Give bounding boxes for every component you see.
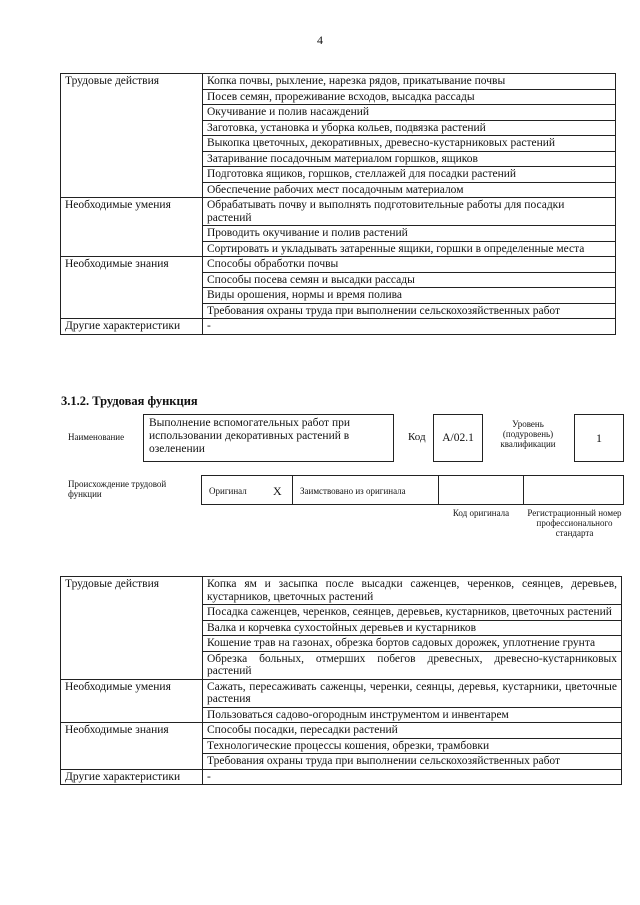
borrowed-cell [292, 475, 439, 505]
reg-number-caption: Регистрационный номер профессионального стандарта [527, 508, 622, 538]
row-label: Трудовые действия [61, 577, 203, 680]
original-label: Оригинал [209, 486, 247, 496]
table-row [61, 198, 616, 226]
row-label: Необходимые знания [61, 723, 203, 770]
row-item: Проводить окучивание и полив растений [203, 226, 616, 242]
origin-label: Происхождение трудовой функции [68, 479, 167, 499]
original-mark: X [273, 484, 282, 498]
table-row [61, 769, 622, 785]
table-row [61, 679, 622, 707]
row-item: Обрезка больных, отмерших побегов древесных, древесно-кустарниковых растений [203, 651, 622, 679]
row-label: Необходимые умения [61, 679, 203, 723]
row-item: Валка и корчевка сухостойных деревьев и кустарников [203, 620, 622, 636]
row-item: Заготовка, установка и уборка кольев, подвязка растений [203, 120, 616, 136]
level-value: 1 [596, 430, 602, 445]
row-label: Другие характеристики [61, 319, 203, 335]
row-item: Копка почвы, рыхление, нарезка рядов, прикатывание почвы [203, 74, 616, 90]
code-value-box [433, 414, 483, 462]
row-item: Выкопка цветочных, декоративных, древесно-кустарниковых растений [203, 136, 616, 152]
borrowed-label: Заимствовано из оригинала [300, 486, 406, 496]
name-label: Наименование [68, 432, 125, 442]
row-item: Посев семян, прореживание всходов, высадка рассады [203, 89, 616, 105]
row-item: Копка ям и засыпка после высадки саженцев, черенков, сеянцев, деревьев, кустарников, цветочных растений [203, 577, 622, 605]
row-item: Сажать, пересаживать саженцы, черенки, сеянцы, деревья, кустарники, цветочные растения [203, 679, 622, 707]
level-label: Уровень (подуровень) квалификации [500, 419, 556, 449]
row-item: Способы посадки, пересадки растений [203, 723, 622, 739]
name-value: Выполнение вспомогательных работ при использовании декоративных растений в озеленении [149, 417, 351, 455]
row-item: Виды орошения, нормы и время полива [203, 288, 616, 304]
row-item: Обрабатывать почву и выполнять подготовительные работы для посадки растений [203, 198, 616, 226]
name-value-box [143, 414, 394, 462]
code-original-cell [438, 475, 524, 505]
table-row [61, 319, 616, 335]
row-item: Затаривание посадочным материалом горшков, ящиков [203, 151, 616, 167]
table-row [61, 723, 622, 739]
section-title: 3.1.2. Трудовая функция [61, 394, 198, 408]
row-item: Пользоваться садово-огородным инструментом и инвентарем [203, 707, 622, 723]
labor-function-table-1 [60, 73, 616, 335]
row-item: Кошение трав на газонах, обрезка бортов садовых дорожек, уплотнение грунта [203, 636, 622, 652]
reg-number-cell [523, 475, 624, 505]
labor-function-table-2 [60, 576, 622, 785]
row-label: Трудовые действия [61, 74, 203, 198]
row-label: Необходимые знания [61, 257, 203, 319]
code-original-caption: Код оригинала [452, 508, 510, 518]
table-row [61, 577, 622, 605]
row-item: Способы обработки почвы [203, 257, 616, 273]
row-label: Необходимые умения [61, 198, 203, 257]
row-item: - [203, 769, 622, 785]
row-item: Сортировать и укладывать затаренные ящики, горшки в определенные места [203, 241, 616, 257]
table-row [61, 257, 616, 273]
table-row [61, 74, 616, 90]
code-value: A/02.1 [442, 432, 474, 444]
row-item: Обеспечение рабочих мест посадочным материалом [203, 182, 616, 198]
row-label: Другие характеристики [61, 769, 203, 785]
level-value-box [574, 414, 624, 462]
row-item: Требования охраны труда при выполнении сельскохозяйственных работ [203, 303, 616, 319]
page-number: 4 [317, 33, 323, 47]
code-label: Код [408, 431, 426, 443]
original-cell [201, 475, 293, 505]
row-item: Технологические процессы кошения, обрезки, трамбовки [203, 738, 622, 754]
row-item: - [203, 319, 616, 335]
row-item: Окучивание и полив насаждений [203, 105, 616, 121]
row-item: Способы посева семян и высадки рассады [203, 272, 616, 288]
row-item: Подготовка ящиков, горшков, стеллажей для посадки растений [203, 167, 616, 183]
row-item: Требования охраны труда при выполнении сельскохозяйственных работ [203, 754, 622, 770]
row-item: Посадка саженцев, черенков, сеянцев, деревьев, кустарников, цветочных растений [203, 605, 622, 621]
